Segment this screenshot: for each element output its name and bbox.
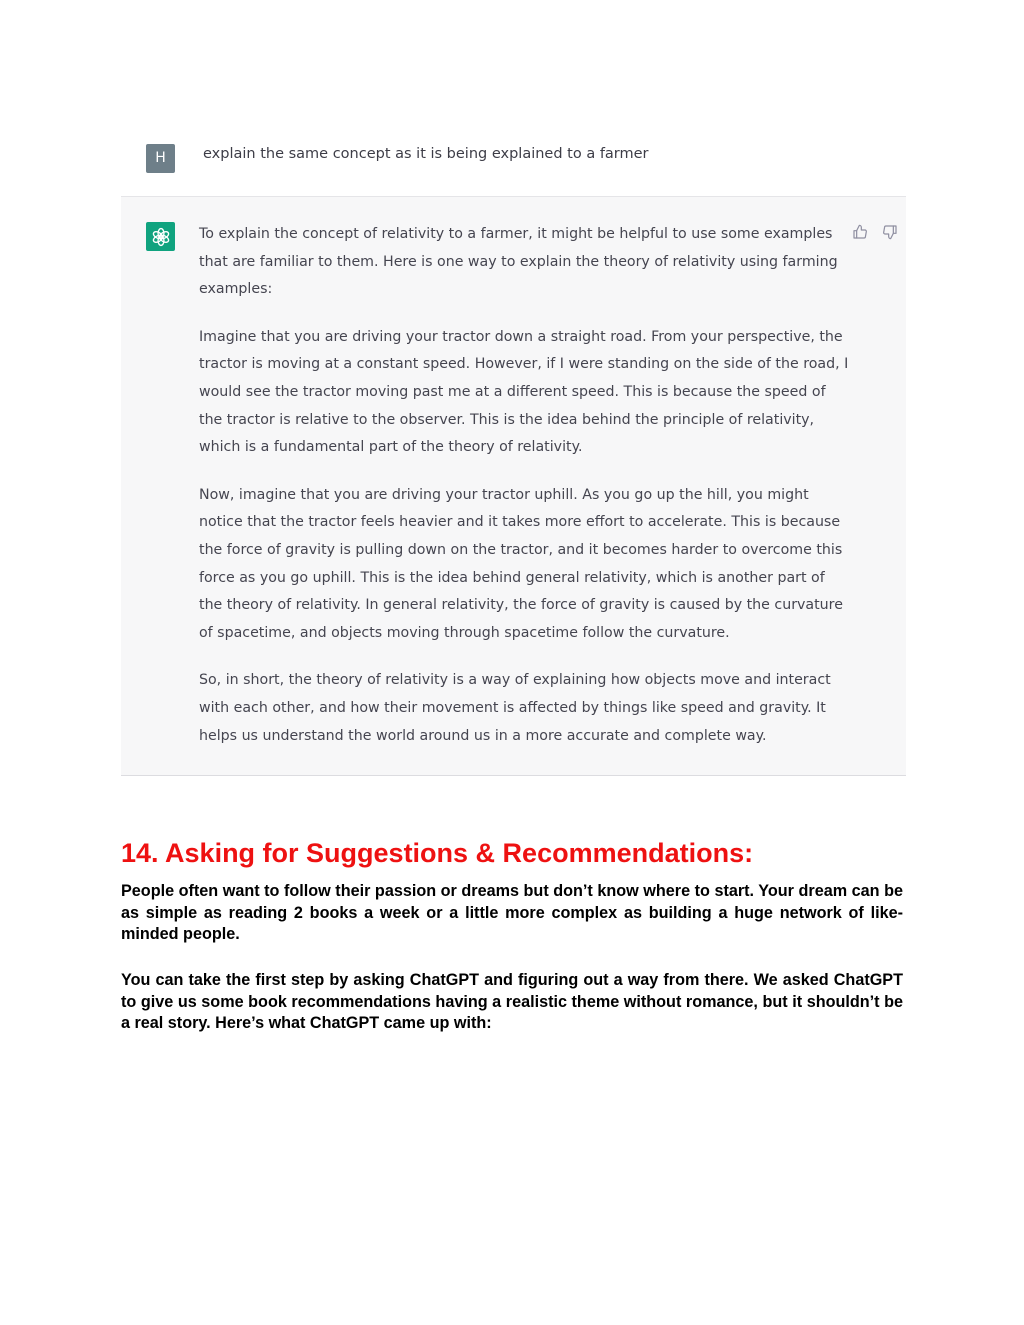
openai-logo-icon	[146, 222, 175, 251]
body-paragraph: You can take the first step by asking ChatGPT and figuring out a way from there. We asked ChatGPT to give us some book recommendations having a realistic theme without romance, but it shouldn’t be a real story. Here’s what ChatGPT came up with:	[121, 971, 903, 1032]
user-message-row	[121, 126, 906, 197]
user-message: explain the same concept as it is being explained to a farmer	[203, 146, 649, 162]
chat-screenshot	[121, 126, 906, 776]
thumbs-down-icon[interactable]	[882, 224, 898, 240]
section-heading: 14. Asking for Suggestions & Recommendations:	[121, 838, 754, 868]
answer-paragraph: To explain the concept of relativity to a farmer, it might be helpful to use some examples that are familiar to them. Here is one way to explain the theory of relativity using farming examples:	[199, 226, 838, 298]
feedback-buttons	[852, 224, 898, 240]
body-paragraph: People often want to follow their passion or dreams but don’t know where to start. Your dream can be as simple as reading 2 books a week or a little more complex as building a huge network of like-minded people.	[121, 882, 903, 943]
answer-paragraph: Now, imagine that you are driving your tractor uphill. As you go up the hill, you might notice that the tractor feels heavier and it takes more effort to accelerate. This is because the force of gravity is pulling down on the tractor, and it becomes harder to overcome this force as you go uphill. This is the idea behind general relativity, which is another part of the theory of relativity. In general relativity, the force of gravity is caused by the curvature of spacetime, and objects moving through spacetime follow the curvature.	[199, 486, 843, 642]
answer-paragraph: So, in short, the theory of relativity is a way of explaining how objects move and interact with each other, and how their movement is affected by things like speed and gravity. It helps us understand the world around us in a more accurate and complete way.	[199, 672, 831, 744]
thumbs-up-icon[interactable]	[852, 224, 868, 240]
user-avatar: H	[146, 144, 175, 173]
answer-paragraph: Imagine that you are driving your tractor down a straight road. From your perspective, the tractor is moving at a constant speed. However, if I were standing on the side of the road, I would see the tractor moving past me at a different speed. This is because the speed of the tractor is relative to the observer. This is the idea behind the principle of relativity, which is a fundamental part of the theory of relativity.	[199, 328, 849, 456]
assistant-message-row	[121, 197, 906, 776]
assistant-answer	[199, 221, 849, 750]
